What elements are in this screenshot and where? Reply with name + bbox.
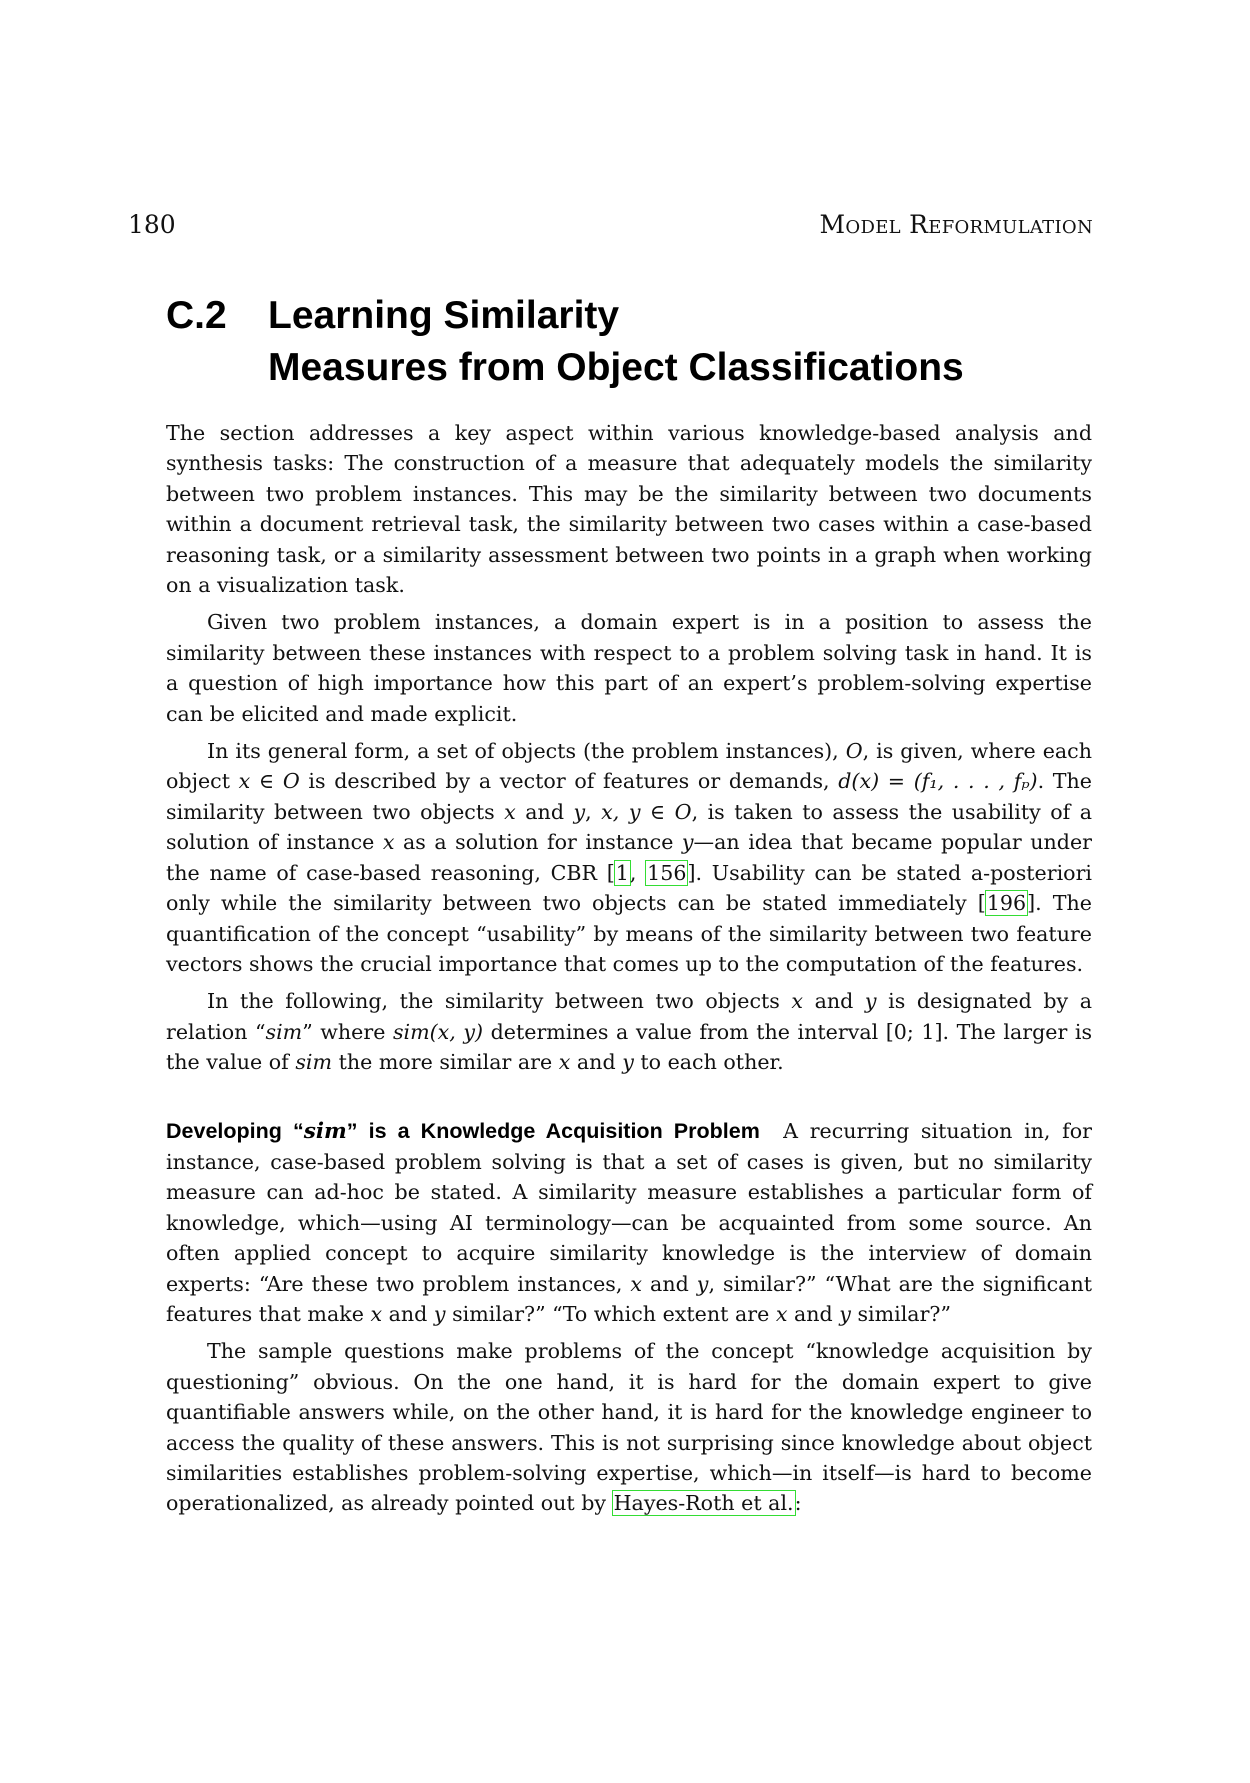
paragraph-2: Given two problem instances, a domain expert is in a position to assess the similarity between these instances with respect to a problem solving task in hand. It is a question of high importance how this part of an expert’s problem-solving expertise can be elicited and made explicit. xyxy=(166,610,1092,726)
paragraph-1: The section addresses a key aspect within various knowledge-based analysis and synthesis tasks: The construction of a measure that adequately models the similarity between two problem instances. This may be the similarity between two documents within a document retrieval task, the similarity between two cases within a case-based reasoning task, or a similarity assessment between two points in a graph when working on a visualization task. xyxy=(166,421,1092,598)
math-feature-vector: d(x) = (f₁, . . . , fₚ) xyxy=(838,769,1038,794)
math-xy-in-O: x, y ∈ O xyxy=(601,799,692,824)
text-run: and xyxy=(803,989,865,1014)
text-run: , is given, where each object xyxy=(166,739,1092,794)
math-x: x xyxy=(370,1301,383,1326)
text-run: In the following, the similarity between two objects xyxy=(207,989,792,1014)
paragraph-6 xyxy=(166,1336,1092,1518)
math-x: x xyxy=(791,989,804,1014)
text-run: as a solution for instance xyxy=(394,830,682,855)
section-title xyxy=(268,290,1088,394)
text-run: ” where xyxy=(302,1019,393,1044)
body-text xyxy=(166,418,1092,1526)
citation-link-156[interactable]: 156 xyxy=(647,860,687,885)
math-y: y xyxy=(681,830,694,855)
math-x: x xyxy=(382,830,395,855)
math-y: y xyxy=(573,799,586,824)
heading-run: ” is a Knowledge Acquisition Problem xyxy=(346,1118,760,1143)
math-O: O xyxy=(845,739,863,764)
text-run: ]. Usability can be stated a-posteriori only while the similarity between two objects can be stated immediately [ xyxy=(166,860,1093,916)
text-run: similar?” xyxy=(850,1301,951,1326)
text-run: similar?” “To which extent are xyxy=(445,1301,776,1326)
text-run: is described by a vector of features or demands, xyxy=(299,769,839,794)
text-run: and xyxy=(382,1301,434,1326)
math-y: y xyxy=(839,1301,851,1326)
section-title-line1: Learning Similarity xyxy=(268,294,620,337)
math-x: x xyxy=(775,1301,788,1326)
section-title-line2: Measures from Object Classifications xyxy=(268,346,964,389)
citation-link-196[interactable]: 196 xyxy=(986,891,1027,916)
text-run: to each other. xyxy=(633,1050,784,1075)
text-run: and xyxy=(787,1301,840,1326)
text-run: is designated by a relation “ xyxy=(166,989,1092,1044)
heading-run: Developing “ xyxy=(166,1118,304,1143)
running-head xyxy=(128,210,1093,246)
math-sim-xy: sim(x, y) xyxy=(392,1019,484,1044)
math-x: x xyxy=(558,1050,571,1075)
text-run: The sample questions make problems of the concept “knowledge acquisition by questioning” obvious. On the one hand, it is hard for the domain expert to give quantifiable answers while, on the other hand, it is hard for the knowledge engineer to access the quality of these answers. This is not surprising since knowledge about object similarities establishes problem-solving expertise, which—in itself—is hard to become operationalized, as already pointed out by xyxy=(166,1339,1092,1516)
text-run: and xyxy=(642,1271,697,1296)
math-y: y xyxy=(622,1050,634,1075)
math-y: y xyxy=(696,1271,709,1296)
math-y: y xyxy=(433,1301,446,1326)
heading-sim: sim xyxy=(303,1118,347,1144)
text-run: —an idea that became popular under the name of case-based reasoning, CBR [ xyxy=(166,830,1092,885)
math-sim: sim xyxy=(295,1050,333,1075)
paragraph-3 xyxy=(166,736,1092,979)
text-run: ]. The quantification of the concept “usability” by means of the similarity between two feature vectors shows the crucial importance that comes up to the computation of the features. xyxy=(166,891,1092,976)
math-x: x xyxy=(504,799,516,824)
section-number: C.2 xyxy=(166,294,227,337)
text-run: In its general form, a set of objects (the problem instances), xyxy=(207,739,846,764)
paragraph-heading xyxy=(166,1119,760,1143)
paragraph-4 xyxy=(166,986,1092,1077)
text-run: and xyxy=(570,1050,623,1075)
text-run: : xyxy=(794,1491,802,1516)
math-sim: sim xyxy=(265,1019,303,1044)
text-run: , xyxy=(585,799,602,824)
paragraph-5 xyxy=(166,1116,1092,1330)
math-x: x xyxy=(630,1271,643,1296)
running-title: Model Reformulation xyxy=(819,210,1093,239)
text-run: , xyxy=(629,860,647,885)
citation-link-hayes-roth[interactable]: Hayes-Roth et al. xyxy=(613,1491,794,1516)
text-run: determines a value from the interval [0; 1]. The larger is the value of xyxy=(166,1019,1093,1075)
text-run: A recurring situation in, for instance, case-based problem solving is that a set of cases is given, but no similarity measure can ad-hoc be stated. A similarity measure establishes a particular form of knowledge, which—using AI terminology—can be acquainted from some source. An often applied concept to acquire similarity knowledge is the interview of domain experts: “Are these two problem instances, xyxy=(166,1118,1093,1296)
text-run: , similar?” “What are the significant features that make xyxy=(166,1271,1092,1326)
math-x-in-O: x ∈ O xyxy=(238,769,300,794)
math-y: y xyxy=(864,989,877,1014)
page-number: 180 xyxy=(128,210,176,239)
text-run: . The similarity between two objects xyxy=(166,769,1092,824)
text-run: and xyxy=(515,799,574,824)
text-run: , is taken to assess the usability of a solution of instance xyxy=(166,799,1093,855)
citation-link-1[interactable]: 1 xyxy=(615,860,629,885)
text-run: the more similar are xyxy=(332,1050,559,1075)
